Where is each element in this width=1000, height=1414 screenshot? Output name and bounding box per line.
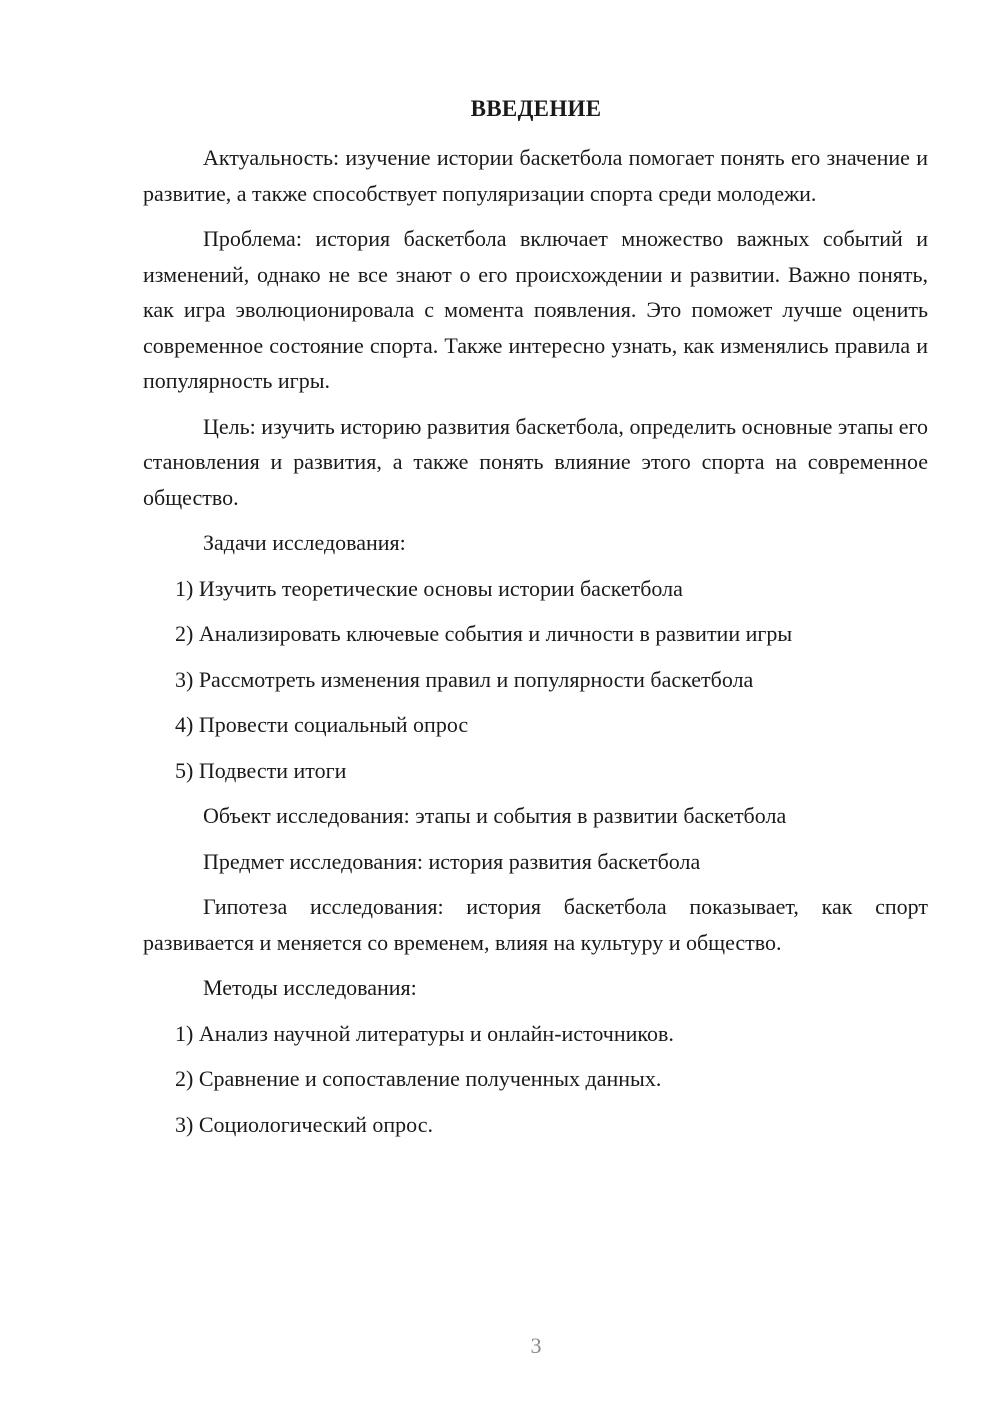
method-item: 1) Анализ научной литературы и онлайн-источников.: [175, 1020, 674, 1046]
hypothesis-paragraph: Гипотеза исследования: история баскетбола показывает, как спорт развивается и меняется со временем, влияя на культуру и общество.: [143, 894, 928, 955]
task-item: 5) Подвести итоги: [175, 757, 347, 783]
subject-line: Предмет исследования: история развития баскетбола: [203, 848, 701, 874]
methods-heading: Методы исследования:: [203, 975, 417, 1000]
tasks-heading: Задачи исследования:: [203, 530, 406, 555]
object-line: Объект исследования: этапы и события в развитии баскетбола: [203, 803, 787, 828]
task-item: 3) Рассмотреть изменения правил и популярности баскетбола: [175, 666, 754, 692]
problem-paragraph: Проблема: история баскетбола включает множество важных событий и изменений, однако не все знают о его происхождении и развитии. Важно понять, как игра эволюционировала с момента появления. Это поможет лучше оценить современное состояние спорта. Также интересно узнать, как изменялись правила и популярность игры.: [143, 226, 928, 393]
method-item: 2) Сравнение и сопоставление полученных данных.: [175, 1066, 662, 1091]
actuality-paragraph: Актуальность: изучение истории баскетбола помогает понять его значение и развитие, а также способствует популяризации спорта среди молодежи.: [143, 145, 928, 206]
method-item: 3) Социологический опрос.: [175, 1111, 433, 1137]
goal-paragraph: Цель: изучить историю развития баскетбола, определить основные этапы его становления и развития, а также понять влияние этого спорта на современное общество.: [143, 413, 928, 510]
task-item: 1) Изучить теоретические основы истории баскетбола: [175, 575, 683, 601]
page-number: 3: [530, 1333, 542, 1358]
task-item: 2) Анализировать ключевые события и личности в развитии игры: [175, 621, 793, 646]
page-title: ВВЕДЕНИЕ: [470, 96, 602, 121]
task-item: 4) Провести социальный опрос: [175, 712, 469, 737]
document-body: [143, 140, 928, 1152]
